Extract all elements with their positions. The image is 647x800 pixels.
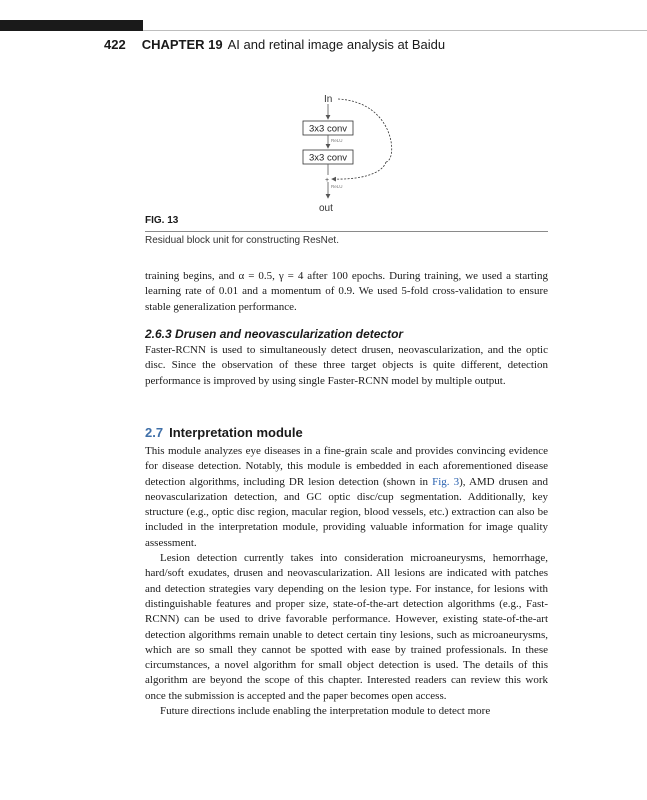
- header-rule: [143, 30, 647, 31]
- section-heading-27: [145, 425, 303, 440]
- add-symbol: +: [325, 177, 330, 184]
- section-27-body: [145, 444, 548, 719]
- section-number: 2.7: [145, 425, 164, 440]
- fig-3-link[interactable]: Fig. 3: [432, 475, 460, 488]
- running-header: [104, 37, 445, 52]
- paragraph-training: [145, 269, 548, 315]
- input-label: In: [324, 94, 333, 105]
- figure-label: FIG. 13: [145, 215, 179, 226]
- figure-caption: Residual block unit for constructing ResNet.: [145, 235, 339, 246]
- chapter-label: CHAPTER 19: [141, 37, 223, 52]
- paragraph-interpretation: [145, 444, 548, 551]
- output-label: out: [319, 203, 333, 214]
- section-title: Interpretation module: [169, 425, 303, 440]
- caption-rule: [145, 231, 548, 232]
- paragraph-interpretation-start: This module analyzes eye diseases in a fine-grain scale and provides convincing evidence for disease detection. Notably, this module is embedded in each aforementioned disease detection algorithms, including DR lesion detection (shown in: [145, 445, 548, 488]
- chapter-title: AI and retinal image analysis at Baidu: [227, 37, 446, 52]
- skip-connection-return: [332, 162, 386, 179]
- section-heading-263: 2.6.3 Drusen and neovascularization detector: [145, 327, 404, 341]
- residual-block-diagram: [290, 90, 410, 216]
- paragraph-drusen-text: Faster-RCNN is used to simultaneously detect drusen, neovascularization, and the optic disc. Since the observation of these three target objects is quite different, detection performance is improved by using single Faster-RCNN model by multiple output.: [145, 344, 548, 387]
- header-bar: [0, 20, 143, 31]
- paragraph-drusen: [145, 343, 548, 389]
- relu-label-1: ReLU: [331, 138, 343, 143]
- conv-layer-1-label: 3x3 conv: [308, 123, 348, 135]
- paragraph-future-directions: Future directions include enabling the interpretation module to detect more: [160, 705, 491, 718]
- conv-layer-2-label: 3x3 conv: [308, 152, 348, 164]
- paragraph-training-text: training begins, and α = 0.5, γ = 4 after 100 epochs. During training, we used a starting learning rate of 0.01 and a momentum of 0.9. We used 5-fold cross-validation to ensure stable generalization performance.: [145, 270, 548, 313]
- paragraph-interpretation-end: ), AMD drusen and neovascularization detection, and GC optic disc/cup segmentation. Additionally, key structure (e.g., optic disc region, macular region, blood vessels, etc.) extraction can also be included in the interpretation module, providing valuable information for image quality assessment.: [145, 475, 548, 549]
- relu-label-2: ReLU: [331, 184, 343, 189]
- page-number: 422: [104, 37, 126, 52]
- paragraph-lesion-detection: Lesion detection currently takes into consideration microaneurysms, hemorrhage, hard/soft exudates, drusen and neovascularization. All lesions are indicated with patches and detection strategies vary depending on the lesion type. For instance, for lesions with distinguishable features and proper size, state-of-the-art detection algorithms (e.g., Fast-RCNN) can be used to drive favorable performance. However, existing state-of-the-art detection algorithms remain unable to detect certain tiny lesions, such as microaneurysms, which are so small they cannot be spotted with ease by trained professionals. In these circumstances, a novel algorithm for small object detection is used. The details of this algorithm are beyond the scope of this chapter. Interested readers can review this work once the submission is accepted and the paper becomes open access.: [145, 552, 548, 702]
